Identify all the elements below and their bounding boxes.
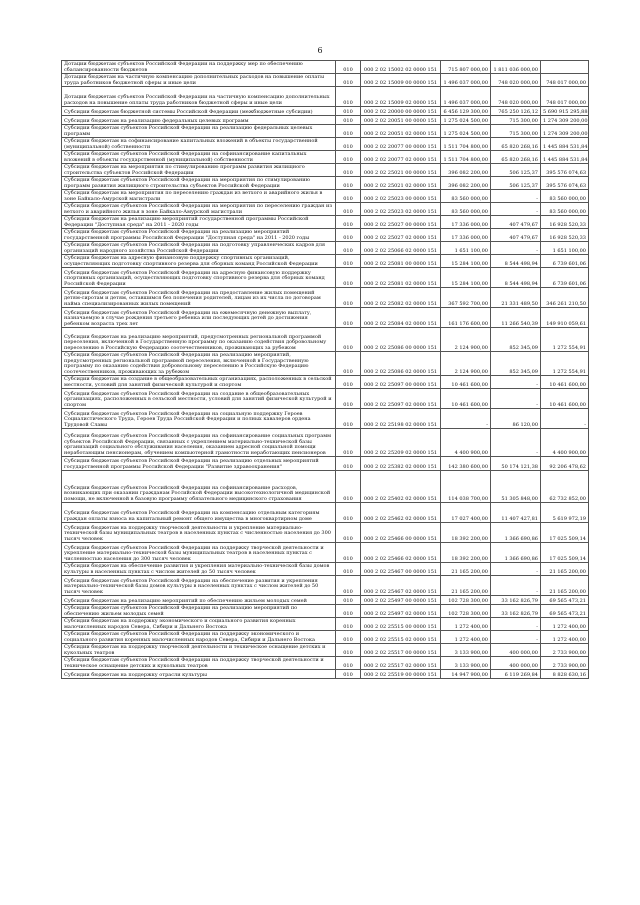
row-approved-amount: 1 511 704 800,00 [441,138,491,151]
table-row [62,657,589,670]
row-executed-amount: - [491,190,541,203]
row-line-code: 010 [336,644,361,657]
row-line-code: 010 [336,308,361,328]
row-approved-amount: 10 461 600,00 [441,389,491,409]
row-budget-code: 000 2 02 25084 02 0000 151 [361,308,441,328]
row-executed-amount: 506 125,37 [491,177,541,190]
row-line-code: 010 [336,657,361,670]
row-executed-amount: - [491,242,541,255]
row-line-code: 010 [336,203,361,216]
row-description: Субсидии бюджетам на реализацию мероприятий по обеспечению жильем молодых семей [62,596,336,605]
row-executed-amount: 65 820 268,16 [491,138,541,151]
row-description: Субсидии бюджетам на адресную финансовую поддержку спортивных организаций, осуществляющих подготовку спортивного резерва для сборных команд Российской Федерации [62,255,336,268]
table-row [62,631,589,644]
row-line-code: 010 [336,376,361,389]
row-description: Субсидии бюджетам субъектов Российской Федерации на создание в общеобразовательных организациях, расположенных в сельской местности, условий для занятий физической культурой и спортом [62,389,336,409]
table-row [62,177,589,190]
table-row [62,576,589,596]
table-row [62,376,589,389]
row-budget-code: 000 2 02 15009 02 0000 151 [361,87,441,107]
row-line-code: 010 [336,177,361,190]
row-approved-amount: 17 027 400,00 [441,503,491,523]
row-unexecuted-amount: 1 445 884 531,84 [541,151,589,164]
row-unexecuted-amount: 6 739 601,06 [541,268,589,288]
row-executed-amount: 11 266 540,39 [491,308,541,328]
row-budget-code: 000 2 02 25081 00 0000 151 [361,255,441,268]
row-description: Субсидии бюджетам на мероприятия по стимулированию программ развития жилищного строительства субъектов Российской Федерации [62,164,336,177]
row-description: Субсидии бюджетам на реализацию мероприятий государственной программы Российской Федерации "Доступная среда" на 2011 - 2020 годы [62,216,336,229]
page-number: 6 [317,46,323,55]
row-executed-amount: 8 544 498,94 [491,255,541,268]
row-line-code: 010 [336,216,361,229]
row-description: Субсидии бюджетам на софинансирование капитальных вложений в объекты государственной (муниципальной) собственности [62,138,336,151]
row-executed-amount: 1 366 690,86 [491,543,541,563]
row-line-code: 010 [336,471,361,503]
row-line-code: 010 [336,389,361,409]
table-row [62,190,589,203]
row-budget-code: 000 2 02 25023 00 0000 151 [361,190,441,203]
row-budget-code: 000 2 02 25382 02 0000 151 [361,457,441,471]
row-executed-amount: - [491,203,541,216]
row-approved-amount: 15 284 100,00 [441,255,491,268]
row-approved-amount: 142 380 600,00 [441,457,491,471]
row-budget-code: 000 2 02 25027 00 0000 151 [361,216,441,229]
row-executed-amount: 852 345,09 [491,352,541,376]
row-line-code: 010 [336,605,361,618]
table-row [62,523,589,543]
table-row [62,216,589,229]
row-description: Субсидии бюджетам на обеспечение развития и укрепления материально-технической базы домов культуры в населенных пунктах с числом жителей до 50 тысяч человек [62,563,336,576]
row-executed-amount: 407 479,67 [491,216,541,229]
row-description: Субсидии бюджетам субъектов Российской Федерации на мероприятия по стимулированию программ развития жилищного строительства субъектов Российской Федерации [62,177,336,190]
table-row [62,107,589,116]
row-description: Субсидии бюджетам бюджетной системы Российской Федерации (межбюджетные субсидии) [62,107,336,116]
row-budget-code: 000 2 02 25462 02 0000 151 [361,503,441,523]
row-approved-amount: 1 272 400,00 [441,618,491,631]
table-row [62,670,589,679]
row-description: Субсидии бюджетам субъектов Российской Федерации на софинансирование капитальных вложений в объекты государственной (муниципальной) собственности [62,151,336,164]
row-unexecuted-amount: 16 928 520,33 [541,229,589,242]
row-line-code: 010 [336,116,361,125]
row-unexecuted-amount: 346 261 210,50 [541,288,589,308]
row-executed-amount: - [491,576,541,596]
row-budget-code: 000 2 02 25467 00 0000 151 [361,563,441,576]
row-unexecuted-amount: 5 690 915 295,88 [541,107,589,116]
row-unexecuted-amount: 83 560 000,00 [541,190,589,203]
row-line-code: 010 [336,138,361,151]
row-approved-amount: 1 511 704 800,00 [441,151,491,164]
row-executed-amount: 852 345,09 [491,328,541,352]
row-executed-amount: 33 162 826,79 [491,596,541,605]
row-line-code: 010 [336,543,361,563]
row-executed-amount: - [491,631,541,644]
table-row [62,409,589,429]
row-executed-amount: 11 407 427,81 [491,503,541,523]
row-description: Субсидии бюджетам субъектов Российской Федерации на поддержку творческой деятельности и техническое оснащение детских и кукольных театров [62,657,336,670]
row-line-code: 010 [336,151,361,164]
row-unexecuted-amount: 149 910 059,61 [541,308,589,328]
table-row [62,255,589,268]
row-budget-code: 000 2 02 25402 02 0000 151 [361,471,441,503]
row-unexecuted-amount: 21 165 200,00 [541,563,589,576]
table-row [62,138,589,151]
row-approved-amount: 114 038 700,00 [441,471,491,503]
table-row [62,151,589,164]
row-approved-amount: 15 284 100,00 [441,268,491,288]
row-unexecuted-amount: 4 400 900,00 [541,429,589,457]
table-row [62,503,589,523]
row-approved-amount: 1 275 024 500,00 [441,116,491,125]
row-unexecuted-amount: 21 165 200,00 [541,576,589,596]
table-row [62,471,589,503]
row-description: Субсидии бюджетам субъектов Российской Федерации на реализацию мероприятий государственной программы Российской Федерации "Доступная среда" на 2011 - 2020 годы [62,229,336,242]
row-budget-code: 000 2 02 25086 02 0000 151 [361,352,441,376]
row-executed-amount: 407 479,67 [491,229,541,242]
row-budget-code: 000 2 02 25027 02 0000 151 [361,229,441,242]
row-approved-amount: 161 176 600,00 [441,308,491,328]
row-description: Субсидии бюджетам субъектов Российской Федерации на предоставление жилых помещений детям-сиротам и детям, оставшимся без попечения родителей, лицам из их числа по договорам найма специализированных жилых помещений [62,288,336,308]
row-budget-code: 000 2 02 25097 00 0000 151 [361,376,441,389]
row-unexecuted-amount: 1 445 884 531,84 [541,138,589,151]
row-budget-code: 000 2 02 20051 00 0000 151 [361,116,441,125]
row-executed-amount: 33 162 826,79 [491,605,541,618]
table-row [62,125,589,138]
row-line-code: 010 [336,229,361,242]
table-row [62,242,589,255]
row-line-code: 010 [336,74,361,87]
table-row [62,229,589,242]
row-executed-amount: 86 120,00 [491,409,541,429]
row-approved-amount: 17 336 000,00 [441,229,491,242]
row-approved-amount: 1 272 400,00 [441,631,491,644]
row-line-code: 010 [336,409,361,429]
row-description: Субсидии бюджетам на мероприятия по переселению граждан из ветхого и аварийного жилья в зоне Байкало-Амурской магистрали [62,190,336,203]
row-line-code: 010 [336,242,361,255]
row-line-code: 010 [336,576,361,596]
row-executed-amount: - [491,389,541,409]
row-executed-amount: 400 000,00 [491,644,541,657]
row-description: Субсидии бюджетам на поддержку творческой деятельности и техническое оснащение детских и кукольных театров [62,644,336,657]
row-line-code: 010 [336,596,361,605]
row-budget-code: 000 2 02 25515 02 0000 151 [361,631,441,644]
row-approved-amount: 4 400 900,00 [441,429,491,457]
row-description: Субсидии бюджетам субъектов Российской Федерации на поддержку творческой деятельности и укрепление материально-технической базы муниципальных театров в населенных пунктах с численностью населения до 300 тысяч человек [62,543,336,563]
row-unexecuted-amount: 1 274 309 200,00 [541,125,589,138]
row-budget-code: 000 2 02 25497 02 0000 151 [361,605,441,618]
row-budget-code: 000 2 02 25066 02 0000 151 [361,242,441,255]
row-unexecuted-amount: 10 461 600,00 [541,389,589,409]
row-budget-code: 000 2 02 15009 00 0000 151 [361,74,441,87]
row-line-code: 010 [336,125,361,138]
row-line-code: 010 [336,190,361,203]
row-approved-amount: 21 165 200,00 [441,576,491,596]
row-budget-code: 000 2 02 25519 00 0000 151 [361,670,441,679]
row-executed-amount: - [491,429,541,457]
budget-revenue-table [61,60,589,679]
row-description: Субсидии бюджетам субъектов Российской Федерации на подготовку управленческих кадров для организаций народного хозяйства Российской Федерации [62,242,336,255]
row-approved-amount: 14 947 900,00 [441,670,491,679]
row-budget-code: 000 2 02 25466 02 0000 151 [361,543,441,563]
row-budget-code: 000 2 02 25466 00 0000 151 [361,523,441,543]
row-unexecuted-amount: 8 828 630,16 [541,670,589,679]
row-unexecuted-amount: 2 733 900,00 [541,644,589,657]
row-approved-amount: 367 592 700,00 [441,288,491,308]
table-row [62,328,589,352]
table-row [62,596,589,605]
table-row [62,61,589,74]
row-description: Субсидии бюджетам на реализацию мероприятий, предусмотренных региональной программой переселения, включенной в Государственную программу по оказанию содействия добровольному переселению в Российскую Федерацию соотечественников, проживающих за рубежом [62,328,336,352]
table-row [62,618,589,631]
row-unexecuted-amount: 17 025 509,14 [541,543,589,563]
row-description: Субсидии бюджетам субъектов Российской Федерации на софинансирование расходов, возникающих при оказании гражданам Российской Федерации высокотехнологичной медицинской помощи, не включенной в базовую программу обязательного медицинского страхования [62,471,336,503]
row-line-code: 010 [336,352,361,376]
row-executed-amount: 748 020 000,00 [491,74,541,87]
row-unexecuted-amount: 748 017 000,00 [541,74,589,87]
row-approved-amount: 715 807 000,00 [441,61,491,74]
row-executed-amount: 506 125,37 [491,164,541,177]
row-approved-amount: 1 275 024 500,00 [441,125,491,138]
row-budget-code: 000 2 02 15002 02 0000 151 [361,61,441,74]
table-row [62,87,589,107]
row-approved-amount: 83 560 000,00 [441,203,491,216]
row-description: Субсидии бюджетам на поддержку экономического и социального развития коренных малочисленных народов Севера, Сибири и Дальнего Востока [62,618,336,631]
row-approved-amount: 2 124 900,00 [441,328,491,352]
row-description: Субсидии бюджетам на поддержку творческой деятельности и укрепление материально-технической базы муниципальных театров в населенных пунктах с численностью населения до 300 тысяч человек [62,523,336,543]
row-unexecuted-amount: 17 025 509,14 [541,523,589,543]
row-unexecuted-amount: 1 274 309 200,00 [541,116,589,125]
row-description: Субсидии бюджетам субъектов Российской Федерации на мероприятия по переселению граждан из ветхого и аварийного жилья в зоне Байкало-Амурской магистрали [62,203,336,216]
row-line-code: 010 [336,457,361,471]
row-unexecuted-amount: 1 272 400,00 [541,618,589,631]
row-description: Субсидии бюджетам субъектов Российской Федерации на адресную финансовую поддержку спортивных организаций, осуществляющих подготовку спортивного резерва для сборных команд Российской Федерации [62,268,336,288]
row-description: Субсидии бюджетам субъектов Российской Федерации на обеспечение развития и укрепления материально-технической базы домов культуры в населенных пунктах с числом жителей до 50 тысяч человек [62,576,336,596]
row-line-code: 010 [336,631,361,644]
row-unexecuted-amount: 69 565 473,21 [541,605,589,618]
row-description: Субсидии бюджетам на поддержку отрасли культуры [62,670,336,679]
row-budget-code: 000 2 02 25021 00 0000 151 [361,164,441,177]
row-budget-code: 000 2 02 25082 02 0000 151 [361,288,441,308]
row-description: Субсидии бюджетам субъектов Российской Федерации на реализацию мероприятий, предусмотренных региональной программой переселения, включенной в Государственную программу по оказанию содействия добровольному переселению в Российскую Федерацию соотечественников, проживающих за рубежом [62,352,336,376]
row-line-code: 010 [336,670,361,679]
row-executed-amount: 65 820 268,16 [491,151,541,164]
row-approved-amount: 396 082 200,00 [441,164,491,177]
row-description: Субсидии бюджетам на реализацию федеральных целевых программ [62,116,336,125]
table-row [62,308,589,328]
table-row [62,389,589,409]
row-unexecuted-amount: 10 461 600,00 [541,376,589,389]
row-description: Дотации бюджетам на частичную компенсацию дополнительных расходов на повышение оплаты труда работников бюджетной сферы и иные цели [62,74,336,87]
row-budget-code: 000 2 02 25086 00 0000 151 [361,328,441,352]
table-row [62,164,589,177]
row-description: Субсидии бюджетам субъектов Российской Федерации на ежемесячную денежную выплату, назначаемую в случае рождения третьего ребенка или последующих детей до достижения ребенком возраста трех лет [62,308,336,328]
row-line-code: 010 [336,618,361,631]
row-description: Субсидии бюджетам субъектов Российской Федерации на компенсацию отдельным категориям граждан оплаты взноса на капитальный ремонт общего имущества в многоквартирном доме [62,503,336,523]
row-executed-amount: - [491,618,541,631]
table-row [62,644,589,657]
table-row [62,288,589,308]
row-executed-amount: 21 331 489,50 [491,288,541,308]
row-unexecuted-amount: 16 928 520,33 [541,216,589,229]
row-description: Субсидии бюджетам субъектов Российской Федерации на реализацию отдельных мероприятий государственной программы Российской Федерации "Развитие здравоохранения" [62,457,336,471]
row-budget-code: 000 2 02 25021 02 0000 151 [361,177,441,190]
table-row [62,74,589,87]
row-unexecuted-amount: 1 651 100,00 [541,242,589,255]
table-body [62,61,589,679]
row-unexecuted-amount [541,61,589,74]
row-line-code: 010 [336,268,361,288]
row-unexecuted-amount: 5 619 972,19 [541,503,589,523]
row-approved-amount: - [441,409,491,429]
row-line-code: 010 [336,429,361,457]
table-row [62,116,589,125]
row-unexecuted-amount: 1 272 554,91 [541,328,589,352]
row-budget-code: 000 2 02 25198 02 0000 151 [361,409,441,429]
row-approved-amount: 1 496 037 000,00 [441,74,491,87]
row-budget-code: 000 2 02 25209 02 0000 151 [361,429,441,457]
row-approved-amount: 6 456 129 300,00 [441,107,491,116]
row-line-code: 010 [336,164,361,177]
row-unexecuted-amount: 69 565 473,21 [541,596,589,605]
row-line-code: 010 [336,61,361,74]
table-row [62,457,589,471]
row-executed-amount: 8 544 498,94 [491,268,541,288]
row-approved-amount: 396 082 200,00 [441,177,491,190]
row-budget-code: 000 2 02 25515 00 0000 151 [361,618,441,631]
table-row [62,429,589,457]
row-executed-amount: 715 300,00 [491,125,541,138]
row-budget-code: 000 2 02 25467 02 0000 151 [361,576,441,596]
row-unexecuted-amount: 748 017 000,00 [541,87,589,107]
row-line-code: 010 [336,288,361,308]
row-executed-amount: 400 000,00 [491,657,541,670]
row-budget-code: 000 2 02 20000 00 0000 151 [361,107,441,116]
row-description: Субсидии бюджетам субъектов Российской Федерации на реализацию федеральных целевых программ [62,125,336,138]
row-unexecuted-amount: 1 272 400,00 [541,631,589,644]
table-row [62,203,589,216]
row-unexecuted-amount: 62 732 852,00 [541,471,589,503]
row-executed-amount: 6 119 269,84 [491,670,541,679]
row-line-code: 010 [336,328,361,352]
row-executed-amount: 748 020 000,00 [491,87,541,107]
row-unexecuted-amount: 83 560 000,00 [541,203,589,216]
row-line-code: 010 [336,107,361,116]
row-approved-amount: 83 560 000,00 [441,190,491,203]
row-description: Субсидии бюджетам субъектов Российской Федерации на реализацию мероприятий по обеспечению жильем молодых семей [62,605,336,618]
row-approved-amount: 10 461 600,00 [441,376,491,389]
row-unexecuted-amount: 395 576 074,63 [541,177,589,190]
row-executed-amount: 1 811 036 000,00 [491,61,541,74]
row-approved-amount: 2 124 900,00 [441,352,491,376]
row-budget-code: 000 2 02 25517 00 0000 151 [361,644,441,657]
row-executed-amount: - [491,563,541,576]
row-approved-amount: 18 392 200,00 [441,543,491,563]
row-budget-code: 000 2 02 25023 02 0000 151 [361,203,441,216]
row-line-code: 010 [336,87,361,107]
row-unexecuted-amount: - [541,409,589,429]
row-budget-code: 000 2 02 20077 02 0000 151 [361,151,441,164]
row-line-code: 010 [336,523,361,543]
row-description: Субсидии бюджетам субъектов Российской Федерации на поддержку экономического и социального развития коренных малочисленных народов Севера, Сибири и Дальнего Востока [62,631,336,644]
row-approved-amount: 102 728 300,00 [441,596,491,605]
table-row [62,543,589,563]
row-approved-amount: 3 133 900,00 [441,644,491,657]
table-row [62,352,589,376]
row-budget-code: 000 2 02 25097 02 0000 151 [361,389,441,409]
row-line-code: 010 [336,255,361,268]
row-description: Субсидии бюджетам субъектов Российской Федерации на софинансирование социальных программ субъектов Российской Федерации, связанных с укреплением материально-технической базы организаций социального обслуживания населения, оказанием адресной социальной помощи неработающим пенсионерам, обучением компьютерной грамотности неработающих пенсионеров [62,429,336,457]
row-executed-amount: 51 305 848,00 [491,471,541,503]
row-approved-amount: 21 165 200,00 [441,563,491,576]
row-description: Дотации бюджетам субъектов Российской Федерации на частичную компенсацию дополнительных расходов на повышение оплаты труда работников бюджетной сферы и иные цели [62,87,336,107]
row-unexecuted-amount: 92 206 478,62 [541,457,589,471]
row-description: Субсидии бюджетам на создание в общеобразовательных организациях, расположенных в сельской местности, условий для занятий физической культурой и спортом [62,376,336,389]
row-approved-amount: 1 496 037 000,00 [441,87,491,107]
table-row [62,563,589,576]
table-row [62,268,589,288]
row-executed-amount: 765 250 126,12 [491,107,541,116]
row-unexecuted-amount: 1 272 554,91 [541,352,589,376]
row-approved-amount: 1 651 100,00 [441,242,491,255]
row-unexecuted-amount: 6 739 601,06 [541,255,589,268]
row-unexecuted-amount: 395 576 074,63 [541,164,589,177]
row-approved-amount: 3 133 900,00 [441,657,491,670]
row-description: Субсидии бюджетам субъектов Российской Федерации на социальную поддержку Героев Социалистического Труда, Героев Труда Российской Федерации и полных кавалеров ордена Трудовой Славы [62,409,336,429]
row-budget-code: 000 2 02 25081 02 0000 151 [361,268,441,288]
row-executed-amount: - [491,376,541,389]
row-description: Дотации бюджетам субъектов Российской Федерации на поддержку мер по обеспечению сбалансированности бюджетов [62,61,336,74]
row-approved-amount: 102 728 300,00 [441,605,491,618]
row-unexecuted-amount: 2 733 900,00 [541,657,589,670]
row-approved-amount: 17 336 000,00 [441,216,491,229]
row-approved-amount: 18 392 200,00 [441,523,491,543]
row-budget-code: 000 2 02 20051 02 0000 151 [361,125,441,138]
row-executed-amount: 1 366 690,86 [491,523,541,543]
row-budget-code: 000 2 02 25517 02 0000 151 [361,657,441,670]
row-budget-code: 000 2 02 20077 00 0000 151 [361,138,441,151]
row-line-code: 010 [336,563,361,576]
row-executed-amount: 715 300,00 [491,116,541,125]
row-executed-amount: 50 174 121,38 [491,457,541,471]
row-budget-code: 000 2 02 25497 00 0000 151 [361,596,441,605]
row-line-code: 010 [336,503,361,523]
table-row [62,605,589,618]
